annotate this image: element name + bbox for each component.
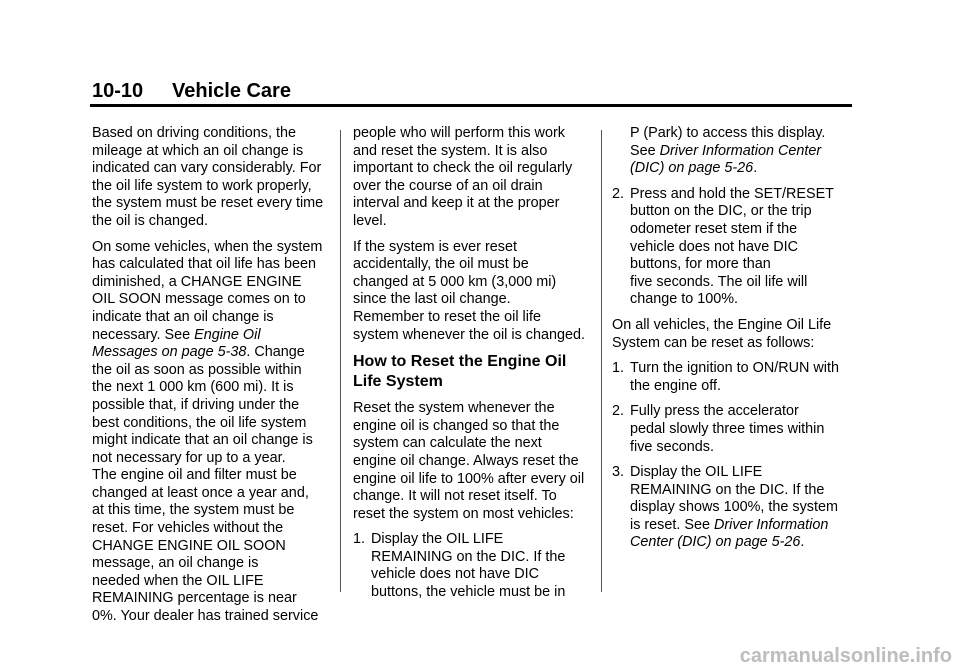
page-number: 10-10 (92, 80, 144, 102)
column-3 (612, 125, 852, 552)
text-line: mileage at which an oil change is (92, 142, 304, 159)
paragraph (92, 125, 334, 231)
text-line: display shows 100%, the system (630, 499, 838, 516)
text-line: has calculated that oil life has been (92, 256, 317, 273)
text-line: vehicle does not have DIC (630, 238, 798, 255)
text-line: needed when the OIL LIFE (92, 572, 264, 589)
text-line: might indicate that an oil change is (92, 432, 313, 449)
text-line: reset the system on most vehicles: (353, 505, 574, 522)
section-title: Vehicle Care (172, 80, 291, 102)
text-line (612, 143, 852, 161)
text-line: over the course of an oil drain (353, 177, 543, 194)
text-line (612, 517, 852, 535)
paragraph (92, 239, 334, 626)
list-item (612, 464, 852, 552)
text-line: Remember to reset the oil life (353, 308, 541, 325)
list-number: 2. (612, 403, 625, 420)
column-1 (92, 125, 334, 626)
text-line: Reset the system whenever the (353, 400, 555, 417)
text-line: interval and keep it at the proper (353, 195, 560, 212)
text-line: since the last oil change. (353, 291, 511, 308)
text-line: REMAINING on the DIC. If the (371, 548, 566, 565)
text-line: CHANGE ENGINE OIL SOON (92, 537, 286, 554)
paragraph (353, 125, 593, 231)
text-line: changed at 5 000 km (3,000 mi) (353, 273, 557, 290)
text-line: the next 1 000 km (600 mi). It is (92, 379, 294, 396)
text-line: odometer reset stem if the (630, 220, 798, 237)
list-number: 1. (353, 531, 366, 548)
text-line: level. (353, 212, 387, 229)
text: See (630, 142, 660, 159)
text: is reset. See (630, 516, 714, 533)
cross-reference-link[interactable]: Engine Oil (194, 326, 261, 343)
text: Display the OIL LIFE (371, 531, 504, 548)
list-number: 2. (612, 185, 625, 202)
cross-reference-link[interactable]: Center (DIC) on page 5-26 (630, 534, 801, 551)
text-line: changed at least once a year and, (92, 484, 309, 501)
list-item (612, 360, 852, 395)
text-line (612, 464, 852, 482)
text-line: and reset the system. It is also (353, 142, 548, 159)
text: Turn the ignition to ON/RUN with (630, 360, 840, 377)
text: Display the OIL LIFE (630, 464, 763, 481)
text-line: five seconds. (630, 438, 714, 455)
header-rule (90, 104, 852, 107)
text-line: reset. For vehicles without the (92, 520, 284, 537)
text-line: at this time, the system must be (92, 502, 295, 519)
paragraph (353, 239, 593, 345)
text-line: important to check the oil regularly (353, 160, 573, 177)
list-item (353, 531, 593, 601)
text-line: change to 100%. (630, 291, 739, 308)
cross-reference-link[interactable]: (DIC) on page 5-26 (630, 160, 754, 177)
text-line: the oil is changed. (92, 212, 209, 229)
text-line: The engine oil and filter must be (92, 467, 297, 484)
text-line: the engine off. (630, 377, 721, 394)
text-line: vehicle does not have DIC (371, 566, 539, 583)
text-line: pedal slowly three times within (630, 420, 825, 437)
text-line: accidentally, the oil must be (353, 256, 529, 273)
text-line: REMAINING on the DIC. If the (630, 481, 825, 498)
column-2 (353, 125, 593, 602)
text-line: P (Park) to access this display. (630, 125, 826, 141)
text-line: not necessary for up to a year. (92, 449, 286, 466)
text-line: best conditions, the oil life system (92, 414, 307, 431)
text: . (753, 160, 758, 177)
page-header (92, 80, 852, 106)
text-line: the oil as soon as possible within (92, 361, 302, 378)
text-line (92, 327, 334, 345)
text: Press and hold the SET/RESET (630, 185, 834, 202)
text-line (612, 360, 852, 378)
text-line (612, 534, 852, 552)
column-divider (340, 130, 341, 592)
text-line: OIL SOON message comes on to (92, 291, 306, 308)
column-divider (601, 130, 602, 592)
text-line: Based on driving conditions, the (92, 125, 296, 141)
list-item (612, 186, 852, 309)
text-line: people who will perform this work (353, 125, 565, 141)
text-line: the oil life system to work properly, (92, 177, 312, 194)
text-line: engine oil is changed so that the (353, 417, 560, 434)
cross-reference-link[interactable]: Driver Information Center (659, 142, 822, 159)
text-line: change. It will not reset itself. To (353, 488, 557, 505)
text-line: engine oil life to 100% after every oil (353, 470, 585, 487)
text-line: buttons, for more than (630, 256, 771, 273)
text-line: five seconds. The oil life will (630, 273, 808, 290)
list-item (612, 403, 852, 456)
text-line (353, 531, 593, 549)
text-line: indicated can vary considerably. For (92, 160, 322, 177)
list-number: 3. (612, 464, 625, 481)
list-number: 1. (612, 360, 625, 377)
text-line: engine oil change. Always reset the (353, 452, 579, 469)
text: Fully press the accelerator (630, 403, 799, 420)
text-line: system can calculate the next (353, 435, 542, 452)
text: necessary. See (92, 326, 195, 343)
watermark: carmanualsonline.info (739, 645, 952, 667)
text-line (612, 403, 852, 421)
text-line: indicate that an oil change is (92, 308, 274, 325)
paragraph (353, 400, 593, 523)
text-line: 0%. Your dealer has trained service (92, 608, 319, 625)
text-line: message, an oil change is (92, 555, 259, 572)
cross-reference-link[interactable]: Driver Information (713, 516, 829, 533)
text-line: the system must be reset every time (92, 195, 324, 212)
text-line: diminished, a CHANGE ENGINE (92, 273, 302, 290)
text: . Change (246, 344, 305, 361)
text-line (612, 160, 852, 178)
heading-line: Life System (353, 373, 443, 391)
text-line: If the system is ever reset (353, 238, 517, 255)
text-line: REMAINING percentage is near (92, 590, 297, 607)
section-heading (353, 352, 593, 392)
text-line: On all vehicles, the Engine Oil Life (612, 316, 832, 333)
text-line: button on the DIC, or the trip (630, 203, 812, 220)
list-item-continued (612, 125, 852, 178)
text: . (800, 534, 805, 551)
text-line: possible that, if driving under the (92, 396, 300, 413)
text-line (612, 186, 852, 204)
paragraph (612, 317, 852, 352)
text-line: system whenever the oil is changed. (353, 326, 585, 343)
text-line: buttons, the vehicle must be in (371, 584, 566, 601)
text-line (92, 344, 334, 362)
text-line: System can be reset as follows: (612, 334, 815, 351)
text-line: On some vehicles, when the system (92, 238, 323, 255)
cross-reference-link[interactable]: Messages on page 5-38 (92, 344, 247, 361)
heading-line: How to Reset the Engine Oil (353, 353, 567, 371)
